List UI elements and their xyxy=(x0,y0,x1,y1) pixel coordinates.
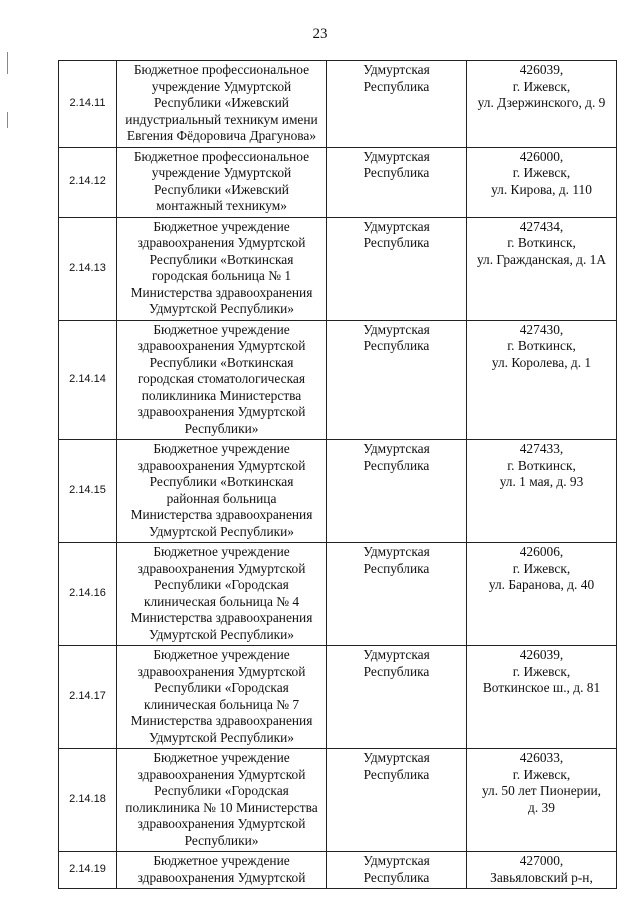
table-row xyxy=(59,147,617,217)
address: 427430, г. Воткинск, ул. Королева, д. 1 xyxy=(467,320,617,440)
row-number: 2.14.17 xyxy=(59,646,117,749)
address: 426033, г. Ижевск, ул. 50 лет Пионерии, д. 39 xyxy=(467,749,617,852)
region: Удмуртская Республика xyxy=(327,440,467,543)
row-number: 2.14.14 xyxy=(59,320,117,440)
address: 427433, г. Воткинск, ул. 1 мая, д. 93 xyxy=(467,440,617,543)
table-row xyxy=(59,852,617,889)
region: Удмуртская Республика xyxy=(327,543,467,646)
address: 426000, г. Ижевск, ул. Кирова, д. 110 xyxy=(467,147,617,217)
address: 426006, г. Ижевск, ул. Баранова, д. 40 xyxy=(467,543,617,646)
scan-margin-mark xyxy=(7,112,8,128)
address: 426039, г. Ижевск, ул. Дзержинского, д. 9 xyxy=(467,61,617,148)
address: 427434, г. Воткинск, ул. Гражданская, д. 1А xyxy=(467,217,617,320)
row-number: 2.14.12 xyxy=(59,147,117,217)
region: Удмуртская Республика xyxy=(327,61,467,148)
row-number: 2.14.18 xyxy=(59,749,117,852)
row-number: 2.14.19 xyxy=(59,852,117,889)
organization-name: Бюджетное учреждение здравоохранения Удмуртской Республики «Городская поликлиника № 10 Министерства здравоохранения Удмуртской Республики» xyxy=(117,749,327,852)
region: Удмуртская Республика xyxy=(327,749,467,852)
scan-margin-mark xyxy=(7,52,8,74)
region: Удмуртская Республика xyxy=(327,147,467,217)
row-number: 2.14.15 xyxy=(59,440,117,543)
row-number: 2.14.11 xyxy=(59,61,117,148)
address: 427000, Завьяловский р-н, xyxy=(467,852,617,889)
organization-name: Бюджетное учреждение здравоохранения Удмуртской Республики «Городская клиническая больница № 4 Министерства здравоохранения Удмуртской Республики» xyxy=(117,543,327,646)
organization-name: Бюджетное профессиональное учреждение Удмуртской Республики «Ижевский индустриальный техникум имени Евгения Фёдоровича Драгунова» xyxy=(117,61,327,148)
table-row xyxy=(59,749,617,852)
table-row xyxy=(59,646,617,749)
table-row xyxy=(59,543,617,646)
table-row xyxy=(59,61,617,148)
table-row xyxy=(59,440,617,543)
page-number: 23 xyxy=(312,26,328,42)
region: Удмуртская Республика xyxy=(327,217,467,320)
region: Удмуртская Республика xyxy=(327,320,467,440)
table-row xyxy=(59,217,617,320)
organization-name: Бюджетное учреждение здравоохранения Удмуртской Республики «Городская клиническая больница № 7 Министерства здравоохранения Удмуртской Республики» xyxy=(117,646,327,749)
region: Удмуртская Республика xyxy=(327,852,467,889)
address: 426039, г. Ижевск, Воткинское ш., д. 81 xyxy=(467,646,617,749)
organization-name: Бюджетное учреждение здравоохранения Удмуртской xyxy=(117,852,327,889)
row-number: 2.14.16 xyxy=(59,543,117,646)
table-row xyxy=(59,320,617,440)
organization-name: Бюджетное учреждение здравоохранения Удмуртской Республики «Воткинская городская стоматологическая поликлиника Министерства здравоохранения Удмуртской Республики» xyxy=(117,320,327,440)
organization-name: Бюджетное учреждение здравоохранения Удмуртской Республики «Воткинская районная больница Министерства здравоохранения Удмуртской Республики» xyxy=(117,440,327,543)
organization-name: Бюджетное учреждение здравоохранения Удмуртской Республики «Воткинская городская больница № 1 Министерства здравоохранения Удмуртской Республики» xyxy=(117,217,327,320)
region: Удмуртская Республика xyxy=(327,646,467,749)
organizations-table xyxy=(58,60,617,889)
row-number: 2.14.13 xyxy=(59,217,117,320)
organization-name: Бюджетное профессиональное учреждение Удмуртской Республики «Ижевский монтажный техникум» xyxy=(117,147,327,217)
